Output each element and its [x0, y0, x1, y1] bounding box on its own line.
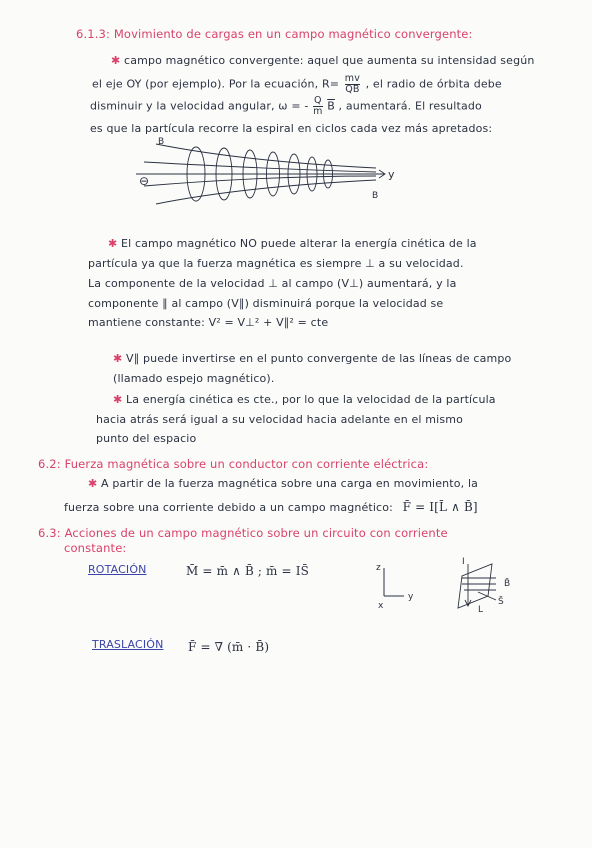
fraction-numerator: mv [344, 73, 360, 84]
fraction-w [313, 96, 322, 117]
force-formula: F̄ = I[L̄ ∧ B̄] [402, 500, 478, 514]
axes-figure [372, 560, 432, 610]
field-line [144, 162, 376, 172]
bullet-star-icon: ✱ [113, 393, 127, 406]
field-label-bottom: B [372, 191, 379, 201]
bullet-star-icon: ✱ [88, 477, 102, 490]
paragraph-line [108, 237, 477, 250]
text-span: disminuir y la velocidad angular, ω = [90, 99, 301, 113]
text-span: el eje OY (por ejemplo). Por la ecuación, R= [92, 77, 340, 91]
label-length: L [478, 605, 484, 615]
paragraph-line [64, 500, 478, 514]
paragraph-line: mantiene constante: V² = V⊥² + V∥² = cte [88, 316, 329, 329]
section-heading-6-3-cont: constante: [64, 541, 127, 555]
paragraph-line [113, 352, 511, 365]
axis-label-y: y [408, 592, 414, 602]
translation-formula: F̄ = ∇̄ (m̄ · B̄) [188, 640, 270, 654]
paragraph-line [88, 477, 478, 490]
spiral-figure [136, 134, 406, 214]
label-area-vector: S̄ [498, 597, 504, 607]
bullet-star-icon: ✱ [113, 352, 127, 365]
paragraph-line: (llamado espejo magnético). [113, 372, 275, 385]
minus-sign: - [304, 99, 309, 113]
section-heading-6-1-3: 6.1.3: Movimiento de cargas en un campo magnético convergente: [76, 27, 473, 41]
label-field: B̄ [504, 579, 511, 589]
text-span: A partir de la fuerza magnética sobre una carga en movimiento, la [101, 477, 479, 490]
field-line [144, 176, 376, 186]
section-heading-6-3: 6.3: Acciones de un campo magnético sobre un circuito con corriente [38, 526, 448, 540]
fraction-denominator: m [313, 106, 323, 117]
text-span: La energía cinética es cte., por lo que la velocidad de la partícula [126, 393, 496, 406]
label-current: I [462, 557, 465, 567]
fraction-R [345, 74, 360, 95]
text-span: fuerza sobre una corriente debido a un campo magnético: [64, 501, 393, 514]
paragraph-line [113, 393, 496, 406]
translation-label: TRASLACIÓN [92, 638, 164, 651]
paragraph-line: componente ∥ al campo (V∥) disminuirá porque la velocidad se [88, 297, 444, 310]
paragraph-line: es que la partícula recorre la espiral en ciclos cada vez más apretados: [90, 122, 493, 135]
axis-label-y: y [388, 168, 395, 181]
text-span: , el radio de órbita debe [365, 77, 502, 91]
paragraph-line [90, 96, 482, 117]
bullet-star-icon: ✱ [108, 237, 122, 250]
paragraph-line: hacia atrás será igual a su velocidad hacia adelante en el mismo [96, 413, 463, 426]
fraction-denominator: QB [345, 84, 360, 95]
rotation-label: ROTACIÓN [88, 563, 147, 576]
paragraph-line [111, 54, 534, 67]
axis-label-z: z [376, 563, 381, 573]
loop-figure [448, 556, 528, 616]
field-label-top: B [158, 137, 165, 147]
paragraph-line: partícula ya que la fuerza magnética es siempre ⊥ a su velocidad. [88, 257, 464, 270]
bullet-star-icon: ✱ [111, 54, 125, 67]
text-span: , aumentará. El resultado [338, 99, 482, 113]
paragraph-line: La componente de la velocidad ⊥ al campo (V⊥) aumentará, y la [88, 277, 457, 290]
paragraph-line [92, 74, 502, 95]
axis-label-x: x [378, 601, 384, 610]
negative-charge-icon: ⊖ [139, 174, 150, 188]
section-heading-6-2: 6.2: Fuerza magnética sobre un conductor con corriente eléctrica: [38, 457, 429, 471]
vector-B: $\overline{B}$ [327, 99, 335, 113]
text-span: V∥ puede invertirse en el punto convergente de las líneas de campo [126, 352, 512, 365]
paragraph-line: punto del espacio [96, 432, 197, 445]
text-span: El campo magnético NO puede alterar la energía cinética de la [121, 237, 477, 250]
current-loop [458, 564, 492, 608]
rotation-formula: M̄ = m̄ ∧ B̄ ; m̄ = IS̄ [186, 564, 309, 578]
fraction-numerator: Q [314, 95, 322, 106]
text-span: campo magnético convergente: aquel que aumenta su intensidad según [124, 54, 535, 67]
